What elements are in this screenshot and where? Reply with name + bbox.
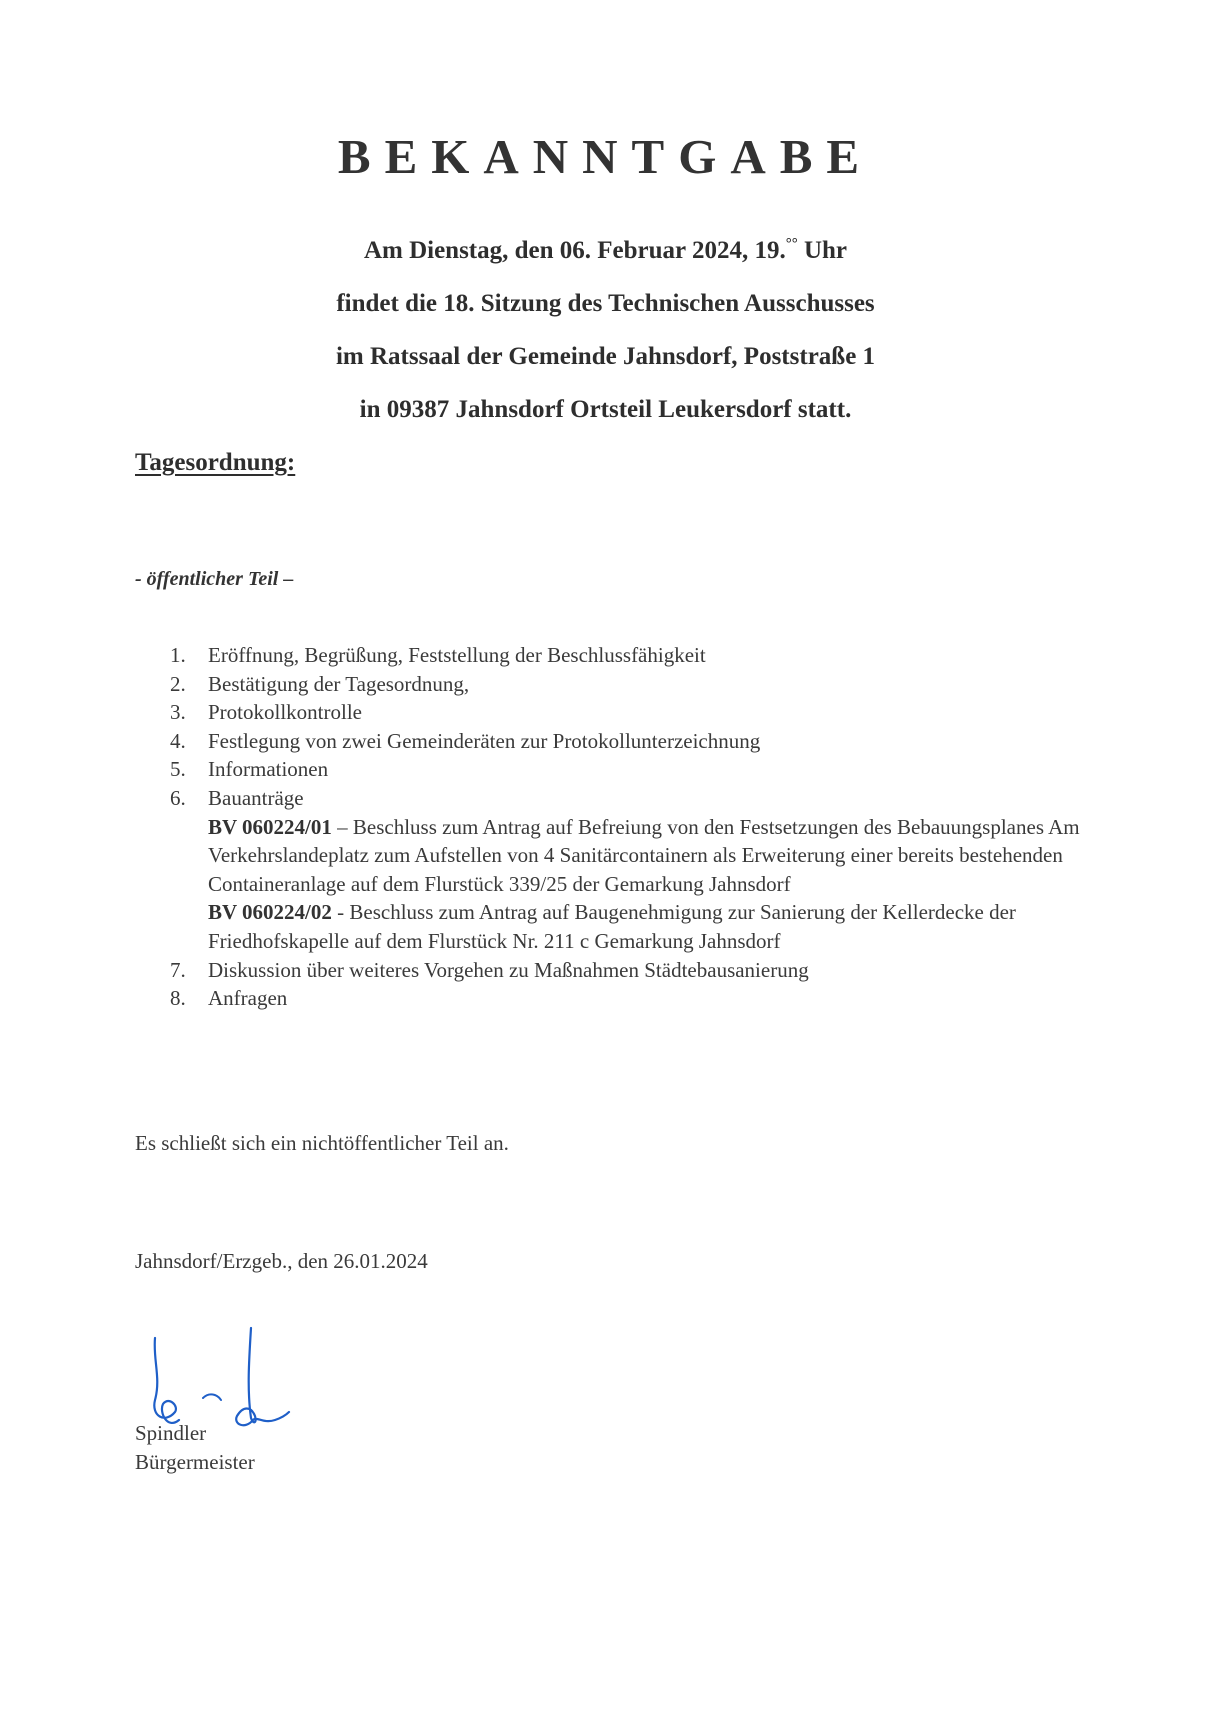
agenda-item-number: 6. bbox=[170, 785, 186, 810]
closing-note: Es schließt sich ein nichtöffentlicher Teil an. bbox=[135, 1131, 509, 1155]
meeting-location-line: im Ratssaal der Gemeinde Jahnsdorf, Poststraße 1 bbox=[335, 343, 876, 370]
agenda-item bbox=[170, 755, 1090, 784]
meeting-announcement bbox=[0, 218, 1211, 436]
agenda-item-number: 2. bbox=[170, 671, 186, 696]
agenda-item bbox=[170, 784, 1090, 956]
signature-stroke bbox=[236, 1328, 289, 1425]
agenda-item-text: Festlegung von zwei Gemeinderäten zur Protokollunterzeichnung bbox=[208, 728, 761, 753]
agenda-item-number: 5. bbox=[170, 757, 186, 782]
agenda-item-number: 8. bbox=[170, 986, 186, 1011]
application-description: – Beschluss zum Antrag auf Befreiung von den Festsetzungen des Bebauungsplanes Am Verkehrslandeplatz zum Aufstellen von 4 Sanitärcontainern als Erweiterung einer bereits bestehenden Containeranlage auf dem Flurstück 339/25 der Gemarkung Jahnsdorf bbox=[208, 814, 1080, 896]
agenda-item-number: 7. bbox=[170, 957, 186, 982]
signature-stroke bbox=[154, 1338, 179, 1423]
agenda-item bbox=[170, 956, 1090, 985]
application-code: BV 060224/01 bbox=[208, 814, 332, 839]
agenda-item-text: Diskussion über weiteres Vorgehen zu Maßnahmen Städtebausanierung bbox=[208, 957, 809, 982]
agenda-list bbox=[170, 641, 1090, 1013]
agenda-item-number: 1. bbox=[170, 643, 186, 667]
signer-name: Spindler bbox=[135, 1421, 207, 1445]
meeting-date-text: Am Dienstag, den 06. Februar 2024, 19. bbox=[363, 237, 786, 264]
agenda-item bbox=[170, 670, 1090, 699]
agenda-item bbox=[170, 984, 1090, 1013]
agenda-item-text: Bauanträge bbox=[208, 785, 304, 810]
application-description: - Beschluss zum Antrag auf Baugenehmigung zur Sanierung der Kellerdecke der Friedhofskapelle auf dem Flurstück Nr. 211 c Gemarkung Jahnsdorf bbox=[208, 900, 1016, 953]
building-application-1 bbox=[208, 813, 1090, 899]
agenda-item-text: Bestätigung der Tagesordnung, bbox=[208, 671, 470, 696]
agenda-item-number: 3. bbox=[170, 700, 186, 725]
application-code: BV 060224/02 bbox=[208, 900, 332, 925]
signer-role: Bürgermeister bbox=[135, 1450, 255, 1474]
agenda-item-text: Informationen bbox=[208, 757, 329, 782]
public-part-label: - öffentlicher Teil – bbox=[135, 568, 294, 590]
agenda-item-text: Protokollkontrolle bbox=[208, 700, 362, 725]
place-and-date: Jahnsdorf/Erzgeb., den 26.01.2024 bbox=[135, 1249, 428, 1273]
agenda-item-text: Eröffnung, Begrüßung, Feststellung der Beschlussfähigkeit bbox=[208, 643, 706, 667]
meeting-address-line: in 09387 Jahnsdorf Ortsteil Leukersdorf statt. bbox=[359, 396, 852, 423]
agenda-item bbox=[170, 698, 1090, 727]
building-application-2 bbox=[208, 898, 1090, 955]
meeting-date-line bbox=[0, 218, 1211, 277]
agenda-item bbox=[170, 641, 1090, 670]
agenda-item bbox=[170, 727, 1090, 756]
agenda-item-text: Anfragen bbox=[208, 986, 288, 1011]
signature-stroke bbox=[203, 1394, 221, 1400]
agenda-item-number: 4. bbox=[170, 728, 186, 753]
agenda-heading: Tagesordnung: bbox=[135, 449, 296, 476]
meeting-session-line: findet die 18. Sitzung des Technischen Ausschusses bbox=[336, 290, 875, 317]
meeting-time-minutes: °° bbox=[785, 236, 798, 252]
document-title: BEKANNTGABE bbox=[337, 129, 874, 184]
meeting-time-unit: Uhr bbox=[797, 237, 848, 264]
